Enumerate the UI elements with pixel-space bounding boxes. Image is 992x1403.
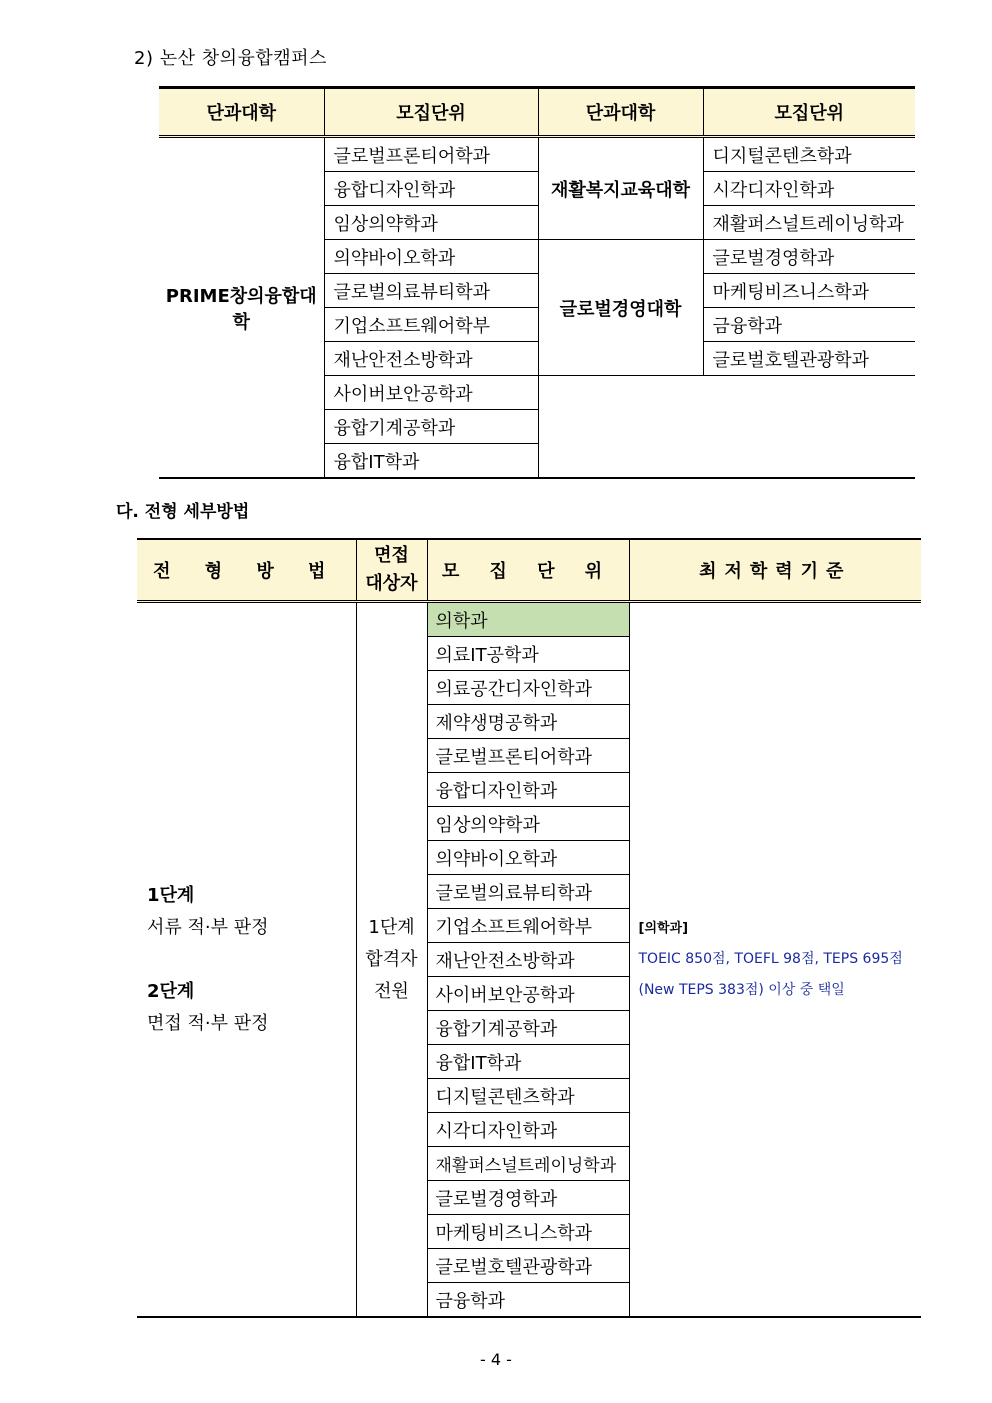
target-line2: 합격자 <box>365 948 418 970</box>
list-item: 기업소프트웨어학부 <box>427 909 629 943</box>
list-item: 융합기계공학과 <box>427 1011 629 1045</box>
header-target-line1: 면접 <box>374 545 409 566</box>
campus-title: 2) 논산 창의융합캠퍼스 <box>134 48 327 69</box>
list-item: 융합IT학과 <box>324 444 538 479</box>
list-item: 글로벌프론티어학과 <box>324 137 538 172</box>
college-global: 글로벌경영대학 <box>538 240 703 376</box>
college-rehab: 재활복지교육대학 <box>538 137 703 240</box>
college-prime: PRIME창의융합대학 <box>159 137 324 479</box>
target-line3: 전원 <box>374 980 409 1002</box>
spacer <box>147 944 356 976</box>
table-row <box>159 137 915 172</box>
list-item: 금융학과 <box>427 1283 629 1318</box>
list-item: 융합IT학과 <box>427 1045 629 1079</box>
list-item: 의약바이오학과 <box>427 841 629 875</box>
list-item: 의료IT공학과 <box>427 637 629 671</box>
list-item: 융합디자인학과 <box>427 773 629 807</box>
list-item: 기업소프트웨어학부 <box>324 308 538 342</box>
header-requirement: 최저학력기준 <box>629 539 921 602</box>
list-item: 마케팅비즈니스학과 <box>703 274 915 308</box>
list-item: 글로벌프론티어학과 <box>427 739 629 773</box>
page-number: - 4 - <box>480 1350 512 1369</box>
list-item: 디지털콘텐츠학과 <box>427 1079 629 1113</box>
requirement-cell <box>629 602 921 1318</box>
selection-method-table <box>137 538 921 1318</box>
method-cell <box>137 602 356 1318</box>
list-item: 마케팅비즈니스학과 <box>427 1215 629 1249</box>
stage2-title: 2단계 <box>147 980 195 1002</box>
list-item: 재활퍼스널트레이닝학과 <box>427 1147 629 1181</box>
section-title: 다. 전형 세부방법 <box>116 502 250 522</box>
list-item: 글로벌경영학과 <box>427 1181 629 1215</box>
list-item: 임상의약학과 <box>427 807 629 841</box>
stage1-title: 1단계 <box>147 884 195 906</box>
list-item: 글로벌호텔관광학과 <box>427 1249 629 1283</box>
list-item: 글로벌의료뷰티학과 <box>427 875 629 909</box>
list-item: 시각디자인학과 <box>427 1113 629 1147</box>
list-item: 사이버보안공학과 <box>324 376 538 410</box>
list-item: 금융학과 <box>703 308 915 342</box>
header-college-1: 단과대학 <box>159 88 324 137</box>
header-unit-2: 모집단위 <box>703 88 915 137</box>
list-item: 사이버보안공학과 <box>427 977 629 1011</box>
list-item: 디지털콘텐츠학과 <box>703 137 915 172</box>
list-item: 의학과 <box>427 602 629 637</box>
campus-units-table <box>159 86 915 479</box>
list-item: 임상의약학과 <box>324 206 538 240</box>
stage2-desc: 면접 적·부 판정 <box>147 1012 269 1034</box>
header-unit-1: 모집단위 <box>324 88 538 137</box>
table-row <box>137 602 921 637</box>
header-target-line2: 대상자 <box>365 573 418 594</box>
list-item: 의약바이오학과 <box>324 240 538 274</box>
list-item: 의료공간디자인학과 <box>427 671 629 705</box>
list-item: 융합디자인학과 <box>324 172 538 206</box>
list-item: 융합기계공학과 <box>324 410 538 444</box>
table-header-row <box>159 88 915 137</box>
table-header-row <box>137 539 921 602</box>
header-target <box>356 539 427 602</box>
stage1-desc: 서류 적·부 판정 <box>147 916 269 938</box>
requirement-line2: (New TEPS 383점) 이상 중 택일 <box>638 982 845 998</box>
header-method: 전 형 방 법 <box>137 539 356 602</box>
list-item: 글로벌의료뷰티학과 <box>324 274 538 308</box>
header-college-2: 단과대학 <box>538 88 703 137</box>
header-unit: 모 집 단 위 <box>427 539 629 602</box>
list-item: 재난안전소방학과 <box>427 943 629 977</box>
list-item: 재난안전소방학과 <box>324 342 538 376</box>
list-item: 시각디자인학과 <box>703 172 915 206</box>
list-item: 제약생명공학과 <box>427 705 629 739</box>
target-cell <box>356 602 427 1318</box>
requirement-line1: TOEIC 850점, TOEFL 98점, TEPS 695점 <box>638 951 903 967</box>
list-item: 글로벌호텔관광학과 <box>703 342 915 376</box>
list-item: 재활퍼스널트레이닝학과 <box>703 206 915 240</box>
target-line1: 1단계 <box>368 916 415 938</box>
list-item: 글로벌경영학과 <box>703 240 915 274</box>
empty-cell <box>538 376 915 479</box>
requirement-label: [의학과] <box>638 921 689 936</box>
